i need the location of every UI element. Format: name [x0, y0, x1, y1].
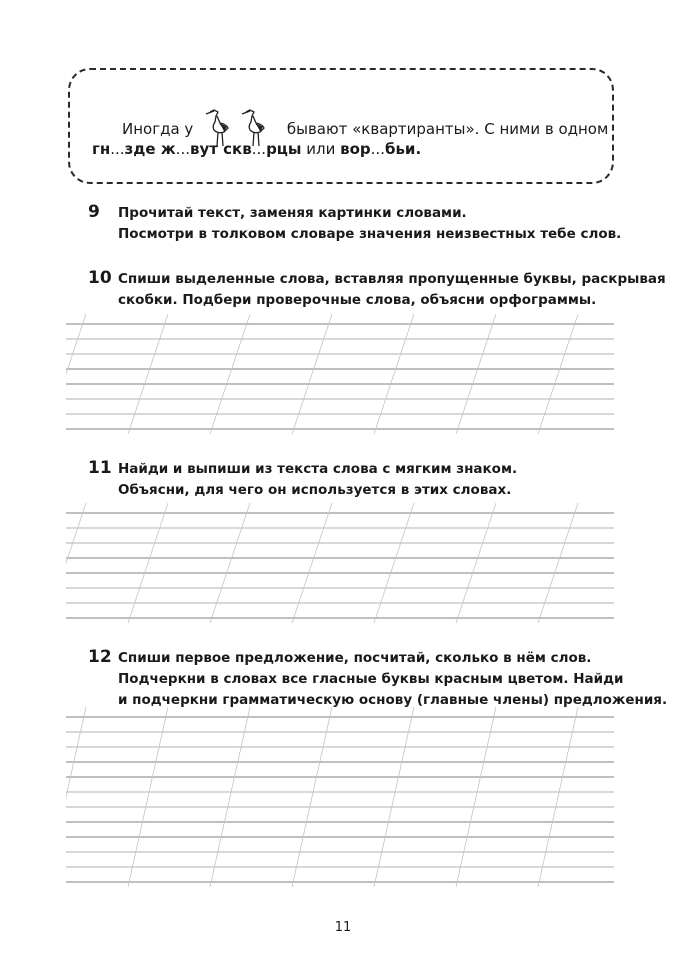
slant-guide — [128, 707, 168, 887]
writing-lines-task-12[interactable] — [66, 707, 614, 887]
intro-text-after: бывают «квартиранты». С ними в одном — [286, 120, 609, 138]
task-instructions — [118, 203, 621, 245]
slant-guide — [210, 503, 250, 623]
slant-guide — [374, 707, 414, 887]
task-number: 9 — [88, 202, 100, 222]
ellipsis: ... — [175, 140, 190, 158]
instruction-line: Прочитай текст, заменяя картинки словами. — [118, 205, 467, 221]
intro-line-2 — [92, 140, 421, 158]
task-number: 12 — [88, 647, 112, 667]
ellipsis: ... — [251, 140, 267, 158]
slant-guide — [456, 503, 496, 623]
slant-guide — [456, 314, 496, 434]
ellipsis: ... — [370, 140, 385, 158]
slant-guide — [66, 503, 86, 623]
slant-guide — [292, 314, 332, 434]
task-instructions — [118, 648, 667, 711]
instruction-line: Посмотри в толковом словаре значения неизвестных тебе слов. — [118, 226, 622, 242]
slant-guide — [538, 314, 578, 434]
writing-lines-task-10[interactable] — [66, 314, 614, 434]
word-part: бьи — [384, 140, 416, 158]
word-part: вор — [340, 140, 371, 158]
instruction-line: Подчеркни в словах все гласные буквы красным цветом. Найди — [118, 671, 624, 687]
slant-guide — [128, 503, 168, 623]
task-instructions — [118, 269, 666, 311]
writing-lines — [66, 503, 614, 623]
writing-lines — [66, 314, 614, 434]
word-part: зде ж — [124, 140, 176, 158]
word-part: рцы — [266, 140, 302, 158]
slant-guide — [374, 503, 414, 623]
task-instructions — [118, 459, 517, 501]
ellipsis: ... — [110, 140, 125, 158]
slant-guide — [128, 314, 168, 434]
slant-guide — [66, 314, 86, 434]
instruction-line: Спиши первое предложение, посчитай, сколько в нём слов. — [118, 650, 592, 666]
writing-lines-task-11[interactable] — [66, 503, 614, 623]
intro-text-box — [68, 68, 614, 184]
slant-guide — [538, 707, 578, 887]
writing-lines — [66, 707, 614, 887]
page-number: 11 — [334, 920, 352, 935]
word-part: гн — [92, 140, 111, 158]
slant-guide — [456, 707, 496, 887]
slant-guide — [292, 707, 332, 887]
instruction-line: Найди и выпиши из текста слова с мягким знаком. — [118, 461, 518, 477]
slant-guide — [292, 503, 332, 623]
word-part: вут скв — [189, 140, 252, 158]
conjunction: или — [301, 140, 341, 158]
instruction-line: скобки. Подбери проверочные слова, объясни орфограммы. — [118, 292, 597, 308]
slant-guide — [538, 503, 578, 623]
slant-guide — [66, 707, 86, 887]
instruction-line: и подчеркни грамматическую основу (главные члены) предложения. — [118, 692, 668, 708]
instruction-line: Спиши выделенные слова, вставляя пропущенные буквы, раскрывая — [118, 271, 666, 287]
task-number: 11 — [88, 458, 112, 478]
intro-text-before: Иногда у — [122, 120, 194, 138]
slant-guide — [210, 707, 250, 887]
period: . — [415, 140, 422, 158]
task-number: 10 — [88, 268, 112, 288]
instruction-line: Объясни, для чего он используется в этих словах. — [118, 482, 512, 498]
slant-guide — [210, 314, 250, 434]
slant-guide — [374, 314, 414, 434]
